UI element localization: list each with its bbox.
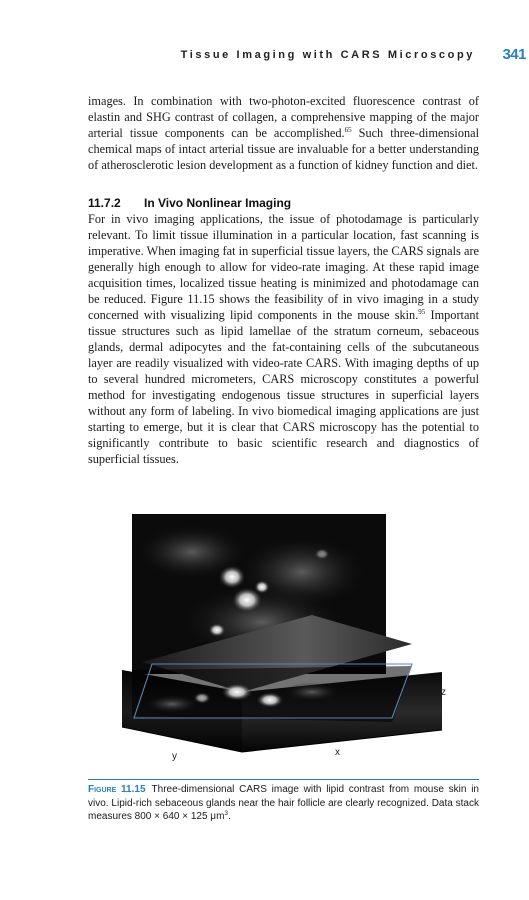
- reference-95: 95: [418, 308, 426, 316]
- paragraph-2-text-continued: Important tissue structures such as lipid lamellae of the stratum corneum, sebaceous glands, dermal adipocytes and the fat-containing cells of the subcutaneous layer are readily visualized with video-rate CARS. With imaging depths of up to several hundred micrometers, CARS microscopy constitutes a powerful method for investigating endogenous tissue structures in superficial layers without any form of labeling. In vivo biomedical imaging applications are just starting to emerge, but it is clear that CARS microscopy has the potential to significantly contribute to basic scientific research and diagnostics of superficial tissues.: [88, 308, 479, 466]
- axis-z-label: z: [441, 687, 446, 698]
- axis-x-label: x: [335, 747, 340, 758]
- caption-text: Three-dimensional CARS image with lipid contrast from mouse skin in vivo. Lipid-rich sebaceous glands near the hair follicle are clearly recognized. Data stack measures 800 × 640 × 125 μm: [88, 784, 479, 823]
- running-head: [0, 47, 529, 69]
- cars-3d-image: [112, 512, 452, 772]
- axis-y-label: y: [172, 751, 177, 762]
- section-number: 11.7.2: [88, 196, 121, 210]
- caption-end: .: [228, 811, 231, 823]
- paragraph-1-text: images. In combination with two-photon-excited fluorescence contrast of elastin and SHG contrast of collagen, a comprehensive mapping of the major arterial tissue components can be accomplished.: [88, 94, 479, 140]
- figure-11-15: [112, 512, 452, 772]
- page-number: 341: [502, 46, 526, 63]
- paragraph-2: [88, 211, 479, 467]
- paragraph-2-text: For in vivo imaging applications, the issue of photodamage is particularly relevant. To limit tissue illumination in a particular location, fast scanning is imperative. When imaging fat in superficial tissue layers, the CARS signals are generally high enough to allow for video-rate imaging. At these rapid image acquisition times, localized tissue heating is minimized and photodamage can be reduced. Figure 11.15 shows the feasibility of in vivo imaging in a study concerned with visualizing lipid components in the mouse skin.: [88, 212, 479, 322]
- paragraph-1-text-continued: Such three-dimensional chemical maps of intact arterial tissue are invaluable for a better understanding of atherosclerotic lesion development as a function of kidney function and diet.: [88, 126, 479, 172]
- paragraph-1: [88, 93, 479, 173]
- section-heading: [88, 196, 291, 210]
- running-title: Tissue Imaging with CARS Microscopy: [180, 49, 475, 61]
- reference-65: 65: [344, 126, 352, 134]
- section-title: In Vivo Nonlinear Imaging: [144, 196, 292, 210]
- caption-superscript: 3: [224, 810, 229, 818]
- caption-rule: [88, 779, 479, 780]
- caption-label: Figure 11.15: [88, 784, 146, 795]
- figure-caption: [88, 783, 479, 824]
